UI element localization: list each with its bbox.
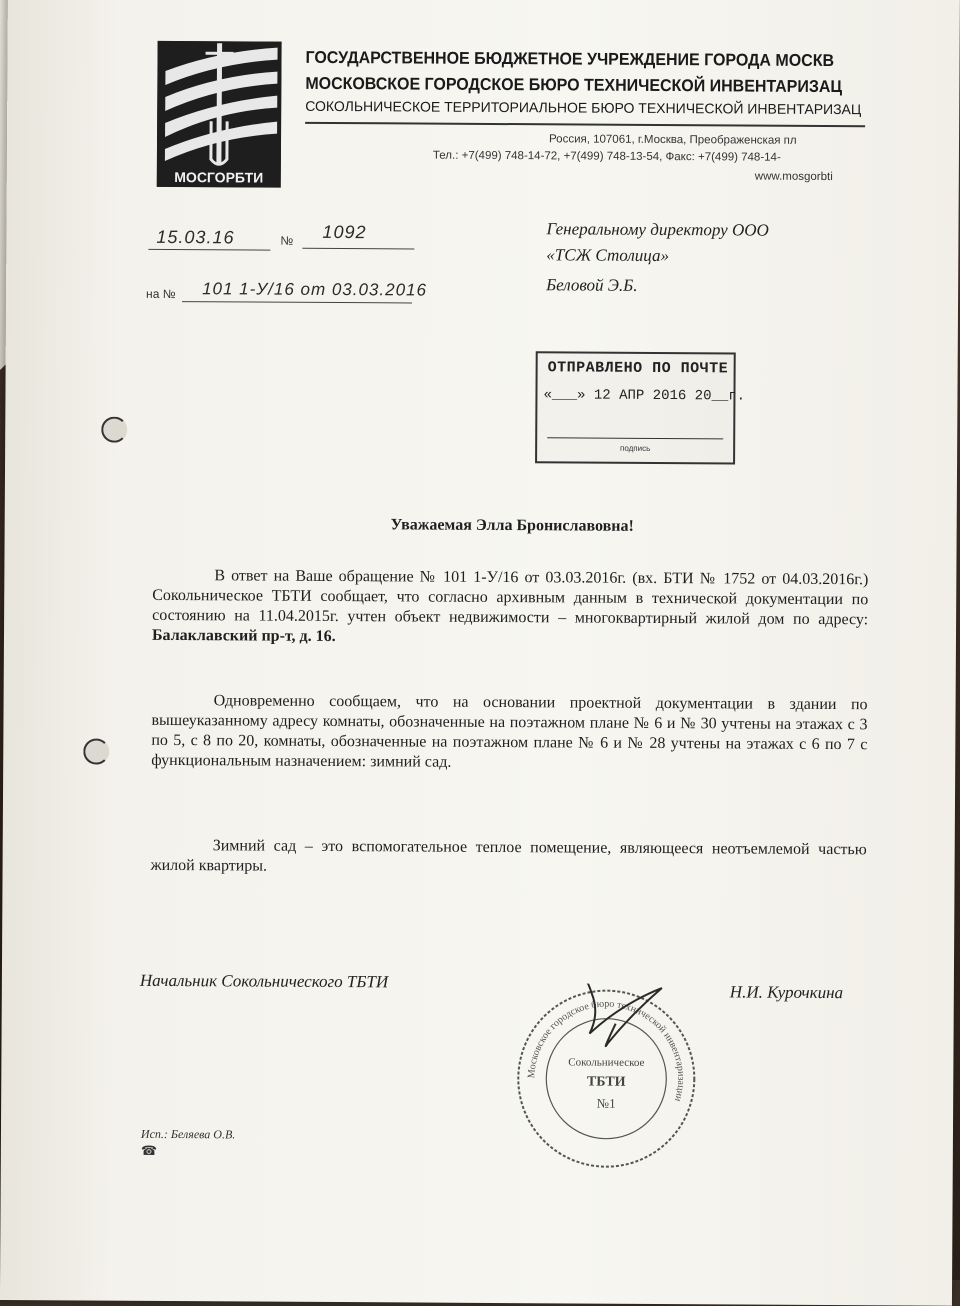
- seal-center-line3: №1: [597, 1096, 616, 1111]
- logo-text: МОСГОРБТИ: [157, 169, 281, 186]
- logo-emblem-icon: [157, 41, 282, 188]
- recipient-line3: Беловой Э.Б.: [546, 275, 637, 296]
- post-stamp-date: «___» 12 АПР 2016 20__г.: [543, 387, 745, 404]
- punch-hole-icon: [101, 417, 127, 443]
- reference-underline: [182, 301, 412, 303]
- official-seal: [511, 983, 702, 1174]
- seal-outer-text: Московское городское бюро технической инвентаризации: [526, 998, 687, 1103]
- post-stamp-sign-label: подпись: [537, 443, 733, 453]
- post-stamp-sign-line: [547, 437, 723, 439]
- header-divider: [305, 122, 865, 127]
- greeting: Уважаемая Элла Брониславовна!: [391, 516, 634, 535]
- object-address: Балаклавский пр-т, д. 16.: [152, 627, 336, 645]
- executor: Исп.: Беляева О.В.: [141, 1127, 235, 1143]
- post-stamp-title: ОТПРАВЛЕНО ПО ПОЧТЕ: [548, 359, 729, 377]
- paragraph-1: [152, 566, 868, 650]
- mosgorbti-logo: [157, 41, 282, 188]
- outgoing-number: 1092: [322, 222, 366, 243]
- number-underline: [302, 248, 414, 250]
- org-name-line2: МОСКОВСКОЕ ГОРОДСКОЕ БЮРО ТЕХНИЧЕСКОЙ ИНВЕНТАРИЗАЦ: [305, 74, 842, 97]
- outgoing-date: 15.03.16: [156, 227, 234, 248]
- paragraph-3: Зимний сад – это вспомогательное теплое помещение, являющееся неотъемлемой частью жилой квартиры.: [151, 836, 867, 880]
- signer-position: Начальник Сокольнического ТБТИ: [140, 971, 388, 993]
- org-name-line3: СОКОЛЬНИЧЕСКОЕ ТЕРРИТОРИАЛЬНОЕ БЮРО ТЕХНИЧЕСКОЙ ИНВЕНТАРИЗАЦ: [305, 98, 861, 117]
- date-underline: [148, 249, 270, 251]
- punch-hole-icon: [83, 738, 109, 764]
- post-stamp: [535, 351, 736, 464]
- recipient-line2: «ТСЖ Столица»: [546, 245, 669, 266]
- org-address: Россия, 107061, г.Москва, Преображенская пл: [549, 133, 797, 147]
- number-label: №: [280, 234, 293, 248]
- telephone-icon: ☎: [141, 1144, 157, 1159]
- reference-value: 101 1-У/16 от 03.03.2016: [202, 279, 427, 300]
- signer-name: Н.И. Курочкина: [730, 982, 843, 1003]
- org-website: www.mosgorbti: [755, 171, 833, 183]
- paragraph-2: Одновременно сообщаем, что на основании проектной документации в здании по вышеуказанному адресу комнаты, обозначенные на поэтажном плане № 6 и № 30 учтены на этажах с 3 по 5, с 8 по 20, комнаты, обозначенные на поэтажном плане № 6 и № 28 учтены на этажах с 6 по 7 с функциональным назначением: зимний сад.: [151, 691, 867, 775]
- seal-center-line1: Сокольническое: [568, 1056, 644, 1068]
- org-phones: Тел.: +7(499) 748-14-72, +7(499) 748-13-54, Факс: +7(499) 748-14-: [433, 150, 781, 164]
- org-name-line1: ГОСУДАРСТВЕННОЕ БЮДЖЕТНОЕ УЧРЕЖДЕНИЕ ГОРОДА МОСКВ: [305, 48, 834, 71]
- seal-center-line2: ТБТИ: [587, 1075, 626, 1090]
- recipient-line1: Генеральному директору ООО: [546, 219, 768, 240]
- reference-label: на №: [146, 287, 176, 301]
- paragraph-1-text: В ответ на Ваше обращение № 101 1-У/16 от 03.03.2016г. (вх. БТИ № 1752 от 04.03.2016г.) Сокольническое ТБТИ сообщает, что согласно архивным данным в технической документации по состоянию на 11.04.2015г. учтен объект недвижимости – многоквартирный жилой дом по адресу:: [152, 567, 868, 628]
